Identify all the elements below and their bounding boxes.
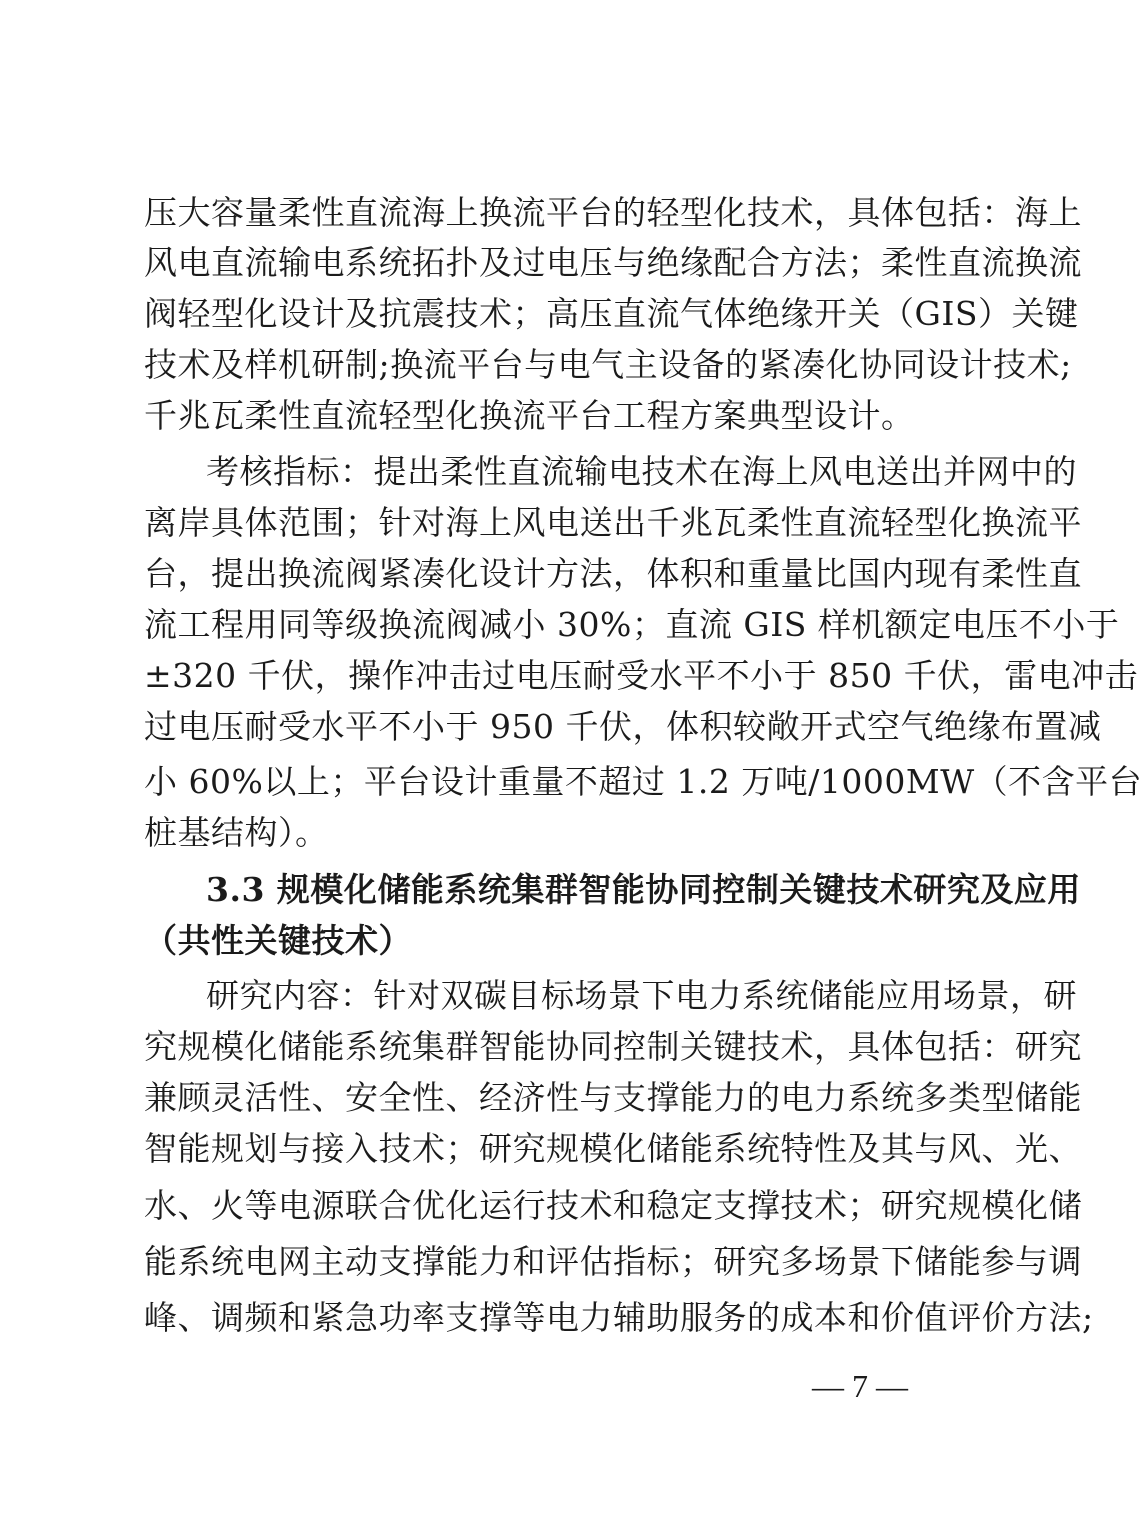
- text-line: 峰、调频和紧急功率支撑等电力辅助服务的成本和价值评价方法;: [144, 1298, 1094, 1337]
- page-number: — 7 —: [812, 1368, 908, 1404]
- text-line: 小 60%以上；平台设计重量不超过 1.2 万吨/1000MW（不含平台: [144, 762, 1142, 801]
- text-line: 水、火等电源联合优化运行技术和稳定支撑技术；研究规模化储: [144, 1186, 1082, 1225]
- text-line: 能系统电网主动支撑能力和评估指标；研究多场景下储能参与调: [144, 1242, 1082, 1281]
- text-line: 究规模化储能系统集群智能协同控制关键技术，具体包括：研究: [144, 1027, 1082, 1066]
- text-line: 技术及样机研制;换流平台与电气主设备的紧凑化协同设计技术;: [144, 345, 1072, 384]
- text-line: 千兆瓦柔性直流轻型化换流平台工程方案典型设计。: [144, 396, 915, 435]
- text-line: 考核指标：提出柔性直流输电技术在海上风电送出并网中的: [206, 452, 1077, 491]
- text-line: 研究内容：针对双碳目标场景下电力系统储能应用场景，研: [206, 976, 1077, 1015]
- text-line: 过电压耐受水平不小于 950 千伏，体积较敞开式空气绝缘布置减: [144, 707, 1102, 746]
- text-line: 台，提出换流阀紧凑化设计方法，体积和重量比国内现有柔性直: [144, 554, 1082, 593]
- text-line: ±320 千伏，操作冲击过电压耐受水平不小于 850 千伏，雷电冲击: [144, 656, 1139, 695]
- text-line: 智能规划与接入技术；研究规模化储能系统特性及其与风、光、: [144, 1129, 1082, 1168]
- text-line: 阀轻型化设计及抗震技术；高压直流气体绝缘开关（GIS）关键: [144, 294, 1079, 333]
- text-line: 流工程用同等级换流阀减小 30%；直流 GIS 样机额定电压不小于: [144, 605, 1120, 644]
- text-line: 压大容量柔性直流海上换流平台的轻型化技术，具体包括：海上: [144, 193, 1082, 232]
- text-line: 桩基结构）。: [144, 813, 329, 852]
- text-line: 风电直流输电系统拓扑及过电压与绝缘配合方法；柔性直流换流: [144, 243, 1082, 282]
- section-heading: 3.3 规模化储能系统集群智能协同控制关键技术研究及应用: [206, 870, 1081, 909]
- text-line: 离岸具体范围；针对海上风电送出千兆瓦柔性直流轻型化换流平: [144, 503, 1082, 542]
- text-line: 兼顾灵活性、安全性、经济性与支撑能力的电力系统多类型储能: [144, 1078, 1082, 1117]
- section-heading: （共性关键技术）: [144, 921, 412, 960]
